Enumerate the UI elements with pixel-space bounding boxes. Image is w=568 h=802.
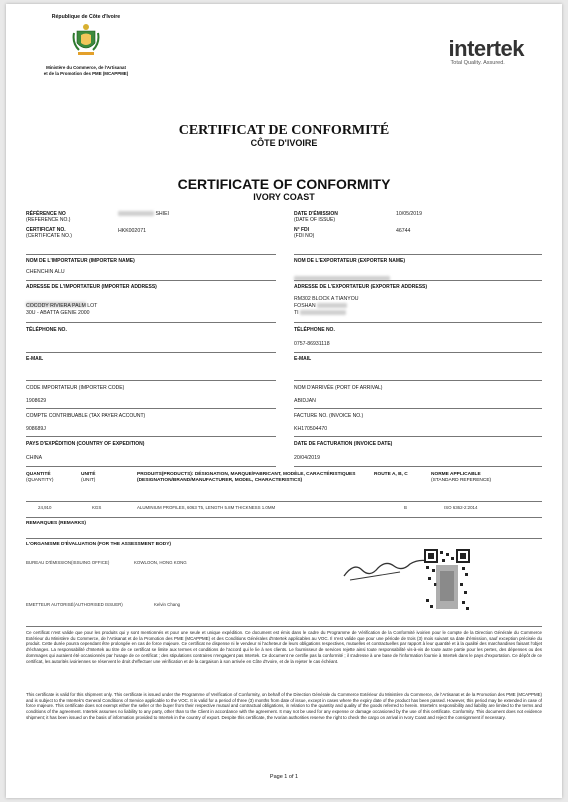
products-header: PRODUITS(PRODUCTS): DÉSIGNATION, MARQUE/FABRICANT, MODÈLE, CARACTÉRISTIQUES (DESIGNATION/BRAND/MANUFACTURER, MODEL, CHARACTERISTICS): [137, 472, 356, 483]
country-expedition-value: CHINA: [26, 455, 43, 461]
intertek-logo: [449, 36, 524, 66]
fdi-label-en: (FDI NO): [294, 233, 315, 239]
importer-address-line-3: 30U - ABATTA GENIE 2000: [26, 310, 90, 316]
divider: [26, 322, 276, 323]
row-product: ALUMINIUM PROFILES, 6063 T5, LENGTH 5.8M THICKNESS 1.0MM: [137, 505, 276, 510]
port-of-arrival-value: ABIDJAN: [294, 398, 316, 404]
country-expedition-label: PAYS D'EXPÉDITION (COUNTRY OF EXPEDITION): [26, 441, 145, 447]
exporter-address-line-3: [294, 310, 346, 317]
authorised-issuer-value: Kelvin Chang: [154, 602, 181, 607]
title-french: CERTIFICAT DE CONFORMITÉ: [178, 123, 390, 138]
invoice-number-value: KH170504470: [294, 426, 328, 432]
ministry-line-1: Ministère du Commerce, de l'Artisanat: [46, 65, 126, 70]
importer-address-line-2: COCODY RIVIERA PALM LOT: [26, 303, 98, 309]
standard-header: NORME APPLICABLE: [431, 472, 481, 477]
certificate-value: HKK002071: [118, 228, 146, 234]
divider: [26, 408, 276, 409]
fdi-label-block: [294, 227, 384, 239]
exporter-address-label: ADRESSE DE L'EXPORTATEUR (EXPORTER ADDRESS): [294, 284, 428, 290]
unit-header: UNITÉ: [81, 472, 96, 477]
authorised-issuer-label: EMETTEUR AUTORISÉ(AUTHORISED ISSUER): [26, 602, 123, 607]
country-english: IVORY COAST: [253, 192, 315, 202]
issuer-signature: [340, 552, 436, 584]
logo-tagline: Total Quality. Assured.: [450, 60, 505, 66]
route-header: ROUTE A, B, C: [374, 472, 408, 477]
date-issue-label: DATE D'ÉMISSION: [294, 211, 338, 217]
date-issue-value: 10/05/2019: [396, 211, 422, 217]
divider: [26, 254, 276, 255]
invoice-date-label: DATE DE FACTURATION (INVOICE DATE): [294, 441, 393, 447]
row-route: B: [404, 505, 407, 510]
divider: [294, 254, 542, 255]
qr-code-icon: [424, 549, 470, 613]
importer-telephone-label: TÉLÉPHONE NO.: [26, 327, 67, 333]
unit-header-en: (UNIT): [81, 477, 96, 483]
importer-code-label: CODE IMPORTATEUR (IMPORTER CODE): [26, 385, 125, 391]
date-label-block: [294, 211, 384, 223]
taxpayer-label: COMPTE CONTRIBUABLE (TAX PAYER ACCOUNT): [26, 413, 146, 419]
coat-of-arms-emblem: [71, 23, 101, 57]
divider: [26, 352, 276, 353]
standard-header-en: (STANDARD REFERENCE): [431, 477, 492, 483]
title-english: CERTIFICATE OF CONFORMITY: [177, 176, 391, 192]
divider: [26, 466, 276, 467]
importer-name-label: NOM DE L'IMPORTATEUR (IMPORTER NAME): [26, 258, 135, 264]
exporter-address-line-3-text: TI: [294, 310, 299, 316]
divider: [26, 436, 276, 437]
divider: [294, 466, 542, 467]
exporter-address-line-2: [294, 303, 347, 310]
reference-value-suffix: SHIEI: [155, 211, 170, 217]
republic-name: République de Côte d'Ivoire: [51, 14, 121, 20]
importer-name-value: CHENCHIN ALU: [26, 269, 65, 275]
exporter-address-line-2-text: FOSHAN: [294, 303, 316, 309]
divider: [294, 280, 542, 281]
certificate-label-block: [26, 227, 116, 239]
divider: [26, 280, 276, 281]
quantity-header-en: (QUANTITY): [26, 477, 54, 483]
issuing-office-value: KOWLOON, HONG KONG: [134, 560, 187, 565]
row-standard: ISO 6362-2:2014: [444, 505, 478, 510]
reference-label: RÉFÉRENCE NO: [26, 211, 66, 217]
country-french: CÔTE D'IVOIRE: [250, 138, 318, 148]
legal-paragraph-english: This certificate is valid for this shipment only. This certificate is issued under the Programme of Verification of Conformity, on behalf of the Direction Générale du Commerce Extérieur du Ministère du Commerce, de l'Artisanat et de la Promotion des PME (MCAPPME) and is subject to the Intertek's General Conditions of Service applicable to the VOC. It is valid for a period of three (3) months from date of issue, except in cases where the expiry date of the product has been passed. However, this period may be extended in case of force majeure. This certificate does not exempt either the seller or the buyer from their respective mutual and contractual obligations, in relation to the quantity and quality of the goods referred to herein. Intertek's responsibility and liability are limited to the terms and conditions of the agreement. Intertek assumes no liability to any party, other than to the Client in accordance with the agreement. It may not be used for any expense or damage occasioned by the use of this certificate. Conformity. This document does not evidence shipment; it has been issued on the basis of information provided to Intertek in the country of export. Despite this certificate, the Ivorian authorities reserve the right to check the cargo on arrival in Ivory Coast and reject the consignment if necessary.: [26, 692, 542, 720]
row-quantity: 24,910: [38, 505, 52, 510]
table-divider: [26, 538, 542, 539]
redacted-text: [300, 310, 346, 315]
ministry-header: [26, 14, 146, 76]
table-header-standard: [431, 472, 541, 483]
fdi-value: 46744: [396, 228, 411, 234]
certificate-label-en: (CERTIFICATE NO.): [26, 233, 72, 239]
port-of-arrival-label: NOM D'ARRIVÉE (PORT OF ARRIVAL): [294, 385, 383, 391]
date-issue-label-en: (DATE OF ISSUE): [294, 217, 336, 223]
table-header-unit: [81, 472, 121, 483]
divider: [294, 352, 542, 353]
divider: [294, 408, 542, 409]
table-divider: [26, 517, 542, 518]
reference-label-en: (REFERENCE NO.): [26, 217, 71, 223]
exporter-email-label: E-MAIL: [294, 356, 312, 362]
fdi-label: N° FDI: [294, 227, 310, 233]
redacted-text: [317, 303, 347, 308]
exporter-telephone-label: TÉLÉPHONE NO.: [294, 327, 335, 333]
remarks-label: REMARQUES (REMARKS): [26, 521, 86, 526]
divider: [294, 436, 542, 437]
divider: [26, 380, 276, 381]
assessment-body-label: L'ORGANISME D'ÉVALUATION (FOR THE ASSESSMENT BODY): [26, 542, 172, 547]
ministry-line-2: et de la Promotion des PME (MCAPPME): [43, 70, 129, 76]
table-divider: [26, 626, 542, 627]
reference-value: [118, 211, 169, 218]
exporter-address-line-1: RM302 BLOCK A TIANYOU: [294, 296, 359, 302]
legal-paragraph-french: Ce certificat n'est valide que pour les produits qui y sont mentionnés et pour une seule et unique expédition. Ce document est émis dans le cadre du Programme de Vérification de la Conformité ivoirien pour le compte de la Direction Générale du Commerce Extérieur du Ministère du Commerce, de l'Artisanat et de la Promotion des PME (MCAPPME) et des Conditions Générales d'Intertek applicables au VOC. Il n'est valide que pour une période de trois (3) mois suivant sa date d'émission, sauf exception précisée du produit. Cette durée pourra cependant être prolongée en cas de force majeure. Ce certificat ne dispense ni le vendeur ni l'acheteur de leurs obligations respectives, mutuelles et contractuelles par rapport à leur quantité et à la qualité des marchandises faisant l'objet d'échanges. La responsabilité d'Intertek au titre de ce certificat se limite aux termes et conditions de l'accord qui le lie à ses clients. Le fournisseur de services rejette ainsi toute responsabilité vis-à-vis de toute autre partie pour les pertes, des dépenses ou des dommages qui auraient été occasionnés par l'usage de ce certificat ; des stipulations contraires n'engagent pas Intertek. Ce document ne certifie pas la conformité ; il s'adresse à une base de l'information fournie à Intertek dans le pays d'exportation. Ce dépôt de ce certificat, les autorités ivoiriennes se réservent le droit d'effectuer une vérification et de la cargaison à son arrivée en Côte d'Ivoire, et de la rejeter le cas échéant.: [26, 630, 542, 664]
issuing-office-label: BUREAU D'ÉMISSION(ISSUING OFFICE): [26, 560, 110, 565]
page-number: Page 1 of 1: [269, 774, 299, 780]
reference-label-block: [26, 211, 116, 223]
certificate-page: [6, 4, 562, 798]
certificate-label: CERTIFICAT NO.: [26, 227, 66, 233]
row-unit: KGS: [92, 505, 102, 510]
importer-address-label: ADRESSE DE L'IMPORTATEUR (IMPORTER ADDRESS): [26, 284, 157, 290]
table-divider: [26, 501, 542, 502]
table-header-quantity: [26, 472, 66, 483]
invoice-date-value: 20/04/2019: [294, 455, 320, 461]
divider: [294, 380, 542, 381]
exporter-telephone-value: 0757-86931118: [294, 341, 330, 347]
logo-wordmark: intertek: [448, 36, 524, 61]
divider: [294, 322, 542, 323]
taxpayer-value: 908689J: [26, 426, 46, 432]
quantity-header: QUANTITÉ: [26, 472, 51, 477]
invoice-number-label: FACTURE NO. (INVOICE NO.): [294, 413, 364, 419]
redacted-text: [118, 211, 154, 216]
exporter-name-label: NOM DE L'EXPORTATEUR (EXPORTER NAME): [294, 258, 406, 264]
importer-code-value: 1908629: [26, 398, 47, 404]
importer-email-label: E-MAIL: [26, 356, 44, 362]
